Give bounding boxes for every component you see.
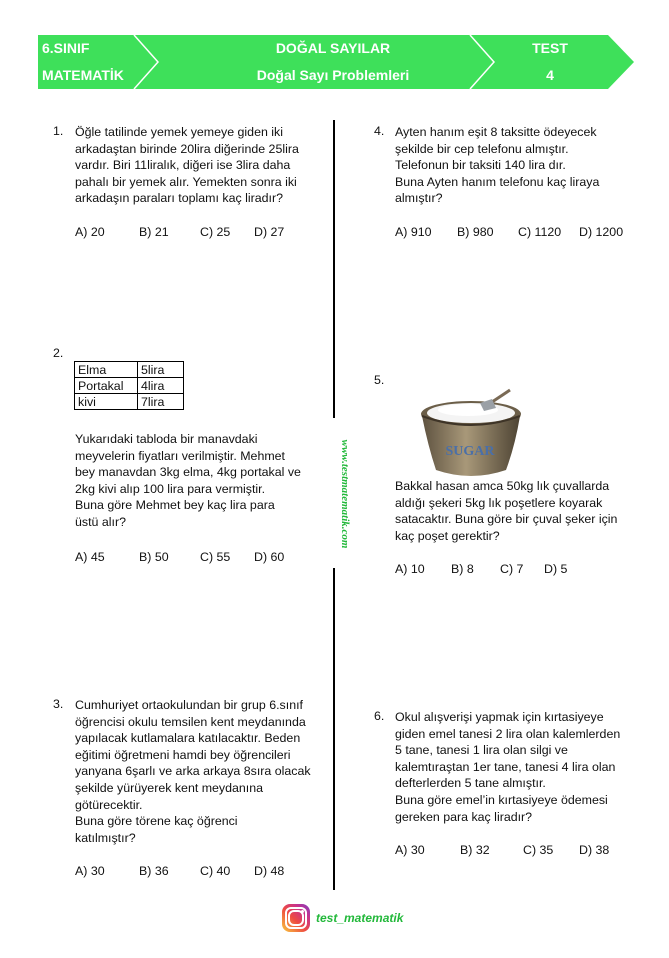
table-cell: 4lira [138,378,184,394]
question-4-text: Ayten hanım eşit 8 taksitte ödeyecek şekilde bir cep telefonu almıştır. Telefonun bir taksiti 140 lira dır. Buna Ayten hanım telefonu kaç liraya almıştır? [395,125,600,206]
sugar-sack-image [418,384,524,480]
subtopic-title: Doğal Sayı Problemleri [256,67,410,83]
table-cell: 7lira [138,394,184,410]
option-d[interactable]: D) 5 [544,562,568,576]
question-4-number: 4. [374,124,385,138]
option-d[interactable]: D) 1200 [579,225,624,239]
instagram-handle[interactable]: test_matematik [316,911,404,925]
test-label: TEST [532,40,568,56]
instagram-icon [282,904,310,932]
option-d[interactable]: D) 48 [254,864,285,878]
option-d[interactable]: D) 60 [254,550,285,564]
option-c[interactable]: C) 1120 [518,225,562,239]
option-b[interactable]: B) 8 [451,562,474,576]
question-1-number: 1. [53,124,64,138]
website-vertical-text: www.testmatematik.com [339,439,351,549]
question-2-text: Yukarıdaki tabloda bir manavdaki meyvelerin fiyatları verilmiştir. Mehmet bey manavdan 3kg elma, 4kg portakal ve 2kg kivi alıp 100 lira para vermiştir. Buna göre Mehmet bey kaç lira para üstü alır? [75,432,301,529]
table-cell: kivi [75,394,138,410]
option-d[interactable]: D) 38 [579,843,610,857]
question-2-number: 2. [53,346,64,360]
table-row [75,378,184,394]
option-a[interactable]: A) 910 [395,225,432,239]
option-c[interactable]: C) 25 [200,225,231,239]
question-6-number: 6. [374,709,385,723]
option-a[interactable]: A) 30 [75,864,105,878]
option-a[interactable]: A) 30 [395,843,425,857]
header-banner [38,35,634,89]
fruit-price-table [74,361,184,410]
option-c[interactable]: C) 40 [200,864,231,878]
question-5-text: Bakkal hasan amca 50kg lık çuvallarda aldığı şekeri 5kg lık poşetlere koyarak satacaktır. Buna göre bir çuval şeker için kaç poşet gerektir? [395,479,618,543]
question-1-text: Öğle tatilinde yemek yemeye giden iki arkadaştan birinde 20lira diğerinde 25lira vardır. Biri 11liralık, diğeri ise 3lira daha pahalı bir yemek alır. Yemekten sonra iki arkadaşın paraları toplamı kaç liradır? [75,125,299,206]
option-d[interactable]: D) 27 [254,225,285,239]
test-number: 4 [546,67,554,83]
option-b[interactable]: B) 32 [460,843,490,857]
question-3-number: 3. [53,697,64,711]
table-cell: Elma [75,362,138,378]
sack-label: SUGAR [445,444,495,459]
grade-label: 6.SINIF [42,40,90,56]
topic-title: DOĞAL SAYILAR [275,40,391,56]
option-b[interactable]: B) 21 [139,225,169,239]
option-b[interactable]: B) 980 [457,225,494,239]
table-row [75,394,184,410]
option-a[interactable]: A) 10 [395,562,425,576]
table-row [75,362,184,378]
option-c[interactable]: C) 55 [200,550,231,564]
option-b[interactable]: B) 50 [139,550,169,564]
question-6-text: Okul alışverişi yapmak için kırtasiyeye giden emel tanesi 2 lira olan kalemlerden 5 tane, tanesi 1 lira olan silgi ve kalemtıraştan 1er tane, tanesi 4 lira olan defterlerden 5 tane almıştır. Buna göre emel’in kırtasiyeye ödemesi gereken para kaç liradır? [395,710,621,824]
question-5-number: 5. [374,373,385,387]
table-cell: Portakal [75,378,138,394]
subject-label: MATEMATİK [42,67,124,83]
question-3-text: Cumhuriyet ortaokulundan bir grup 6.sınıf öğrencisi okulu temsilen kent meydanında yapılacak kutlamalara katılacaktır. Beden eğitimi öğretmeni hamdi bey öğrencileri yanyana 6şarlı ve arka arkaya 8sıra olacak şekilde yürüyerek kent meydanına götürecektir. Buna göre törene kaç öğrenci katılmıştır? [75,698,311,845]
option-c[interactable]: C) 7 [500,562,524,576]
option-a[interactable]: A) 20 [75,225,105,239]
table-cell: 5lira [138,362,184,378]
option-b[interactable]: B) 36 [139,864,169,878]
option-a[interactable]: A) 45 [75,550,105,564]
option-c[interactable]: C) 35 [523,843,554,857]
